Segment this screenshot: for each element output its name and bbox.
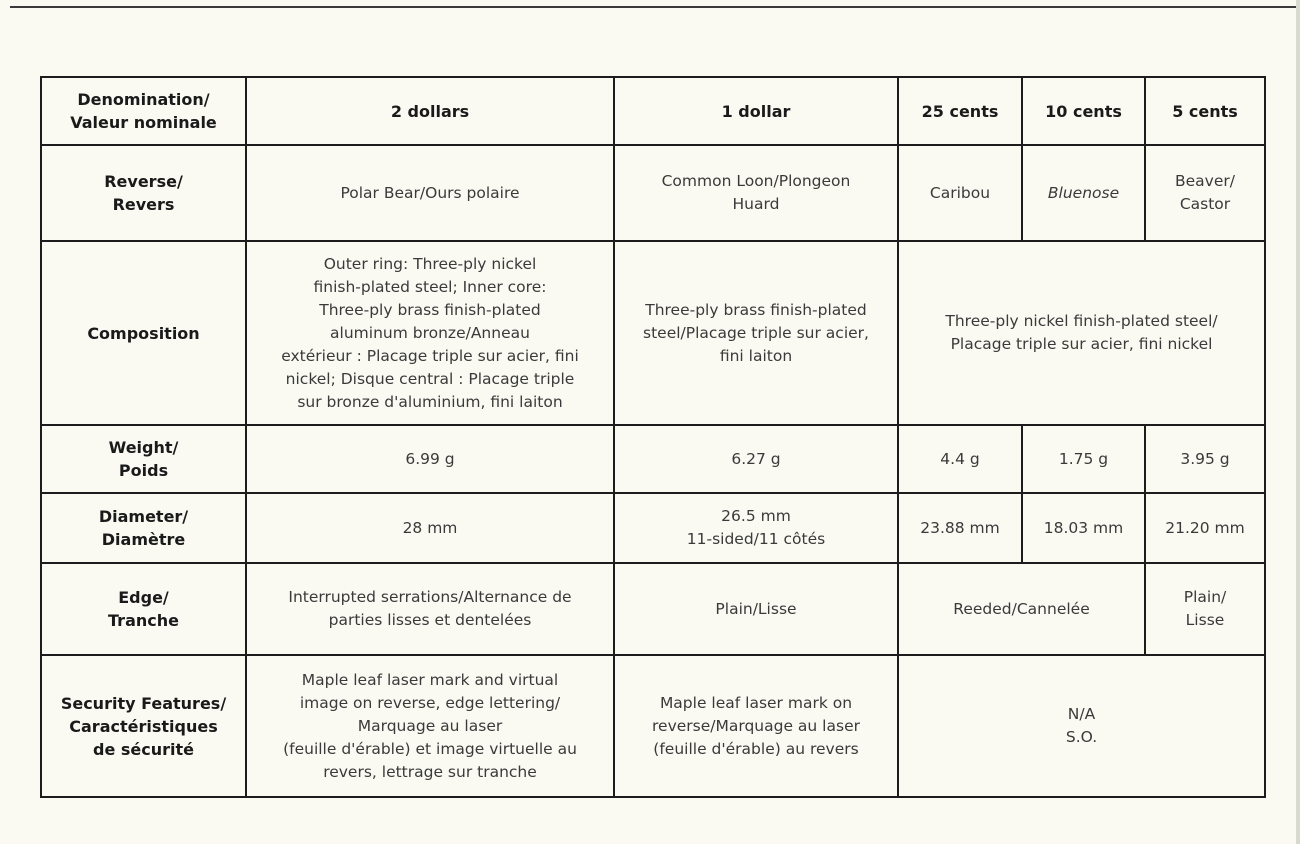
row-composition — [41, 241, 1265, 425]
reverse-twenty-five-cents: Caribou — [898, 145, 1022, 241]
composition-label: Composition — [41, 241, 246, 425]
security-label: Security Features/ Caractéristiques de sécurité — [41, 655, 246, 797]
row-denomination — [41, 77, 1265, 145]
weight-label: Weight/ Poids — [41, 425, 246, 493]
card-right-edge — [1296, 0, 1300, 844]
diameter-ten-cents: 18.03 mm — [1022, 493, 1145, 563]
weight-twenty-five-cents: 4.4 g — [898, 425, 1022, 493]
edge-quarter-dime: Reeded/Cannelée — [898, 563, 1145, 655]
twenty-five-cents-header: 25 cents — [898, 77, 1022, 145]
reverse-label: Reverse/ Revers — [41, 145, 246, 241]
ten-cents-header: 10 cents — [1022, 77, 1145, 145]
card-top-edge — [10, 6, 1296, 8]
weight-ten-cents: 1.75 g — [1022, 425, 1145, 493]
composition-two-dollars: Outer ring: Three-ply nickel finish-plated steel; Inner core: Three-ply brass finish-plated aluminum bronze/Anneau extérieur : Placage triple sur acier, fini nickel; Disque central : Placage triple sur bronze d'aluminium, fini laiton — [246, 241, 614, 425]
security-two-dollars: Maple leaf laser mark and virtual image on reverse, edge lettering/ Marquage au laser (feuille d'érable) et image virtuelle au revers, lettrage sur tranche — [246, 655, 614, 797]
diameter-five-cents: 21.20 mm — [1145, 493, 1265, 563]
edge-one-dollar: Plain/Lisse — [614, 563, 898, 655]
diameter-one-dollar: 26.5 mm 11-sided/11 côtés — [614, 493, 898, 563]
row-weight — [41, 425, 1265, 493]
row-reverse — [41, 145, 1265, 241]
edge-five-cents: Plain/ Lisse — [1145, 563, 1265, 655]
weight-five-cents: 3.95 g — [1145, 425, 1265, 493]
reverse-one-dollar: Common Loon/Plongeon Huard — [614, 145, 898, 241]
reverse-two-dollars: Polar Bear/Ours polaire — [246, 145, 614, 241]
composition-one-dollar: Three-ply brass finish-plated steel/Placage triple sur acier, fini laiton — [614, 241, 898, 425]
weight-two-dollars: 6.99 g — [246, 425, 614, 493]
row-edge — [41, 563, 1265, 655]
two-dollars-header: 2 dollars — [246, 77, 614, 145]
five-cents-header: 5 cents — [1145, 77, 1265, 145]
row-security — [41, 655, 1265, 797]
diameter-twenty-five-cents: 23.88 mm — [898, 493, 1022, 563]
composition-small-coins: Three-ply nickel finish-plated steel/ Placage triple sur acier, fini nickel — [898, 241, 1265, 425]
security-small-coins: N/A S.O. — [898, 655, 1265, 797]
diameter-label: Diameter/ Diamètre — [41, 493, 246, 563]
weight-one-dollar: 6.27 g — [614, 425, 898, 493]
diameter-two-dollars: 28 mm — [246, 493, 614, 563]
row-diameter — [41, 493, 1265, 563]
security-one-dollar: Maple leaf laser mark on reverse/Marquage au laser (feuille d'érable) au revers — [614, 655, 898, 797]
reverse-five-cents: Beaver/ Castor — [1145, 145, 1265, 241]
one-dollar-header: 1 dollar — [614, 77, 898, 145]
denomination-label: Denomination/ Valeur nominale — [41, 77, 246, 145]
reverse-ten-cents: Bluenose — [1022, 145, 1145, 241]
edge-label: Edge/ Tranche — [41, 563, 246, 655]
coin-specifications-table — [40, 76, 1266, 798]
edge-two-dollars: Interrupted serrations/Alternance de parties lisses et dentelées — [246, 563, 614, 655]
